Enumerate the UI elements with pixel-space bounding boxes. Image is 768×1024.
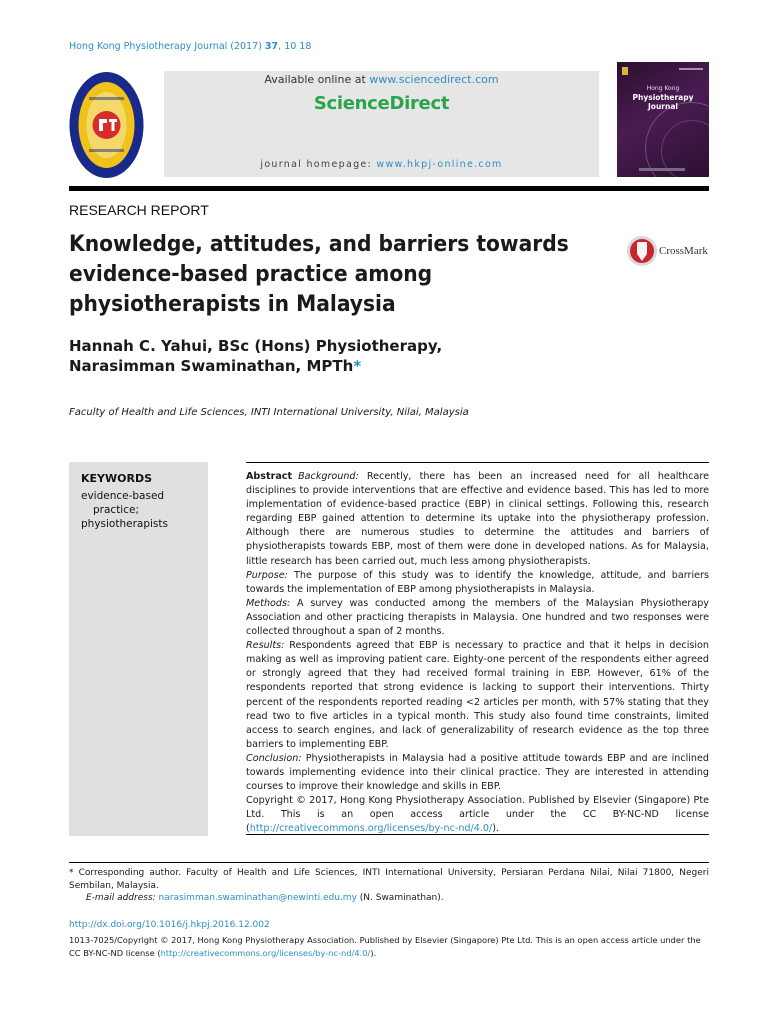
keywords-box	[69, 462, 208, 836]
email-label: E-mail address:	[86, 893, 156, 903]
methods-text: A survey was conducted among the members of the Malaysian Physiotherapy Association and other practicing therapists in Malaysia. One hundred and two responses were collected throughout a span of 2 months.	[246, 597, 709, 638]
keyword-item: evidence-based	[81, 490, 165, 502]
header-rule	[69, 186, 709, 191]
conclusion-text: Physiotherapists in Malaysia had a positive attitude towards EBP and are inclined towards implementing evidence into their clinical practice. They are interested in attending courses to improve their knowledge and skills in EBP.	[246, 752, 709, 793]
corresponding-author-name: Narasimman Swaminathan, MPTh	[69, 357, 354, 375]
abstract-copyright	[246, 794, 709, 836]
conclusion-label: Conclusion:	[246, 752, 302, 764]
cover-title: Physiotherapy Journal	[632, 93, 694, 111]
footer-copyright-end: ).	[370, 948, 377, 958]
background-text: Recently, there has been an increased need for all healthcare disciplines to provide interventions that are effective and evidence based. This has led to more implementation of evidence-based practice (EBP) in clinical settings. Following this, research regarding EBP gained attention to determine its uptake into the physiotherapy profession. Although there are numerous studies to determine the attitudes and barriers of physiotherapists towards EBP, most of them were done in developed nations. As for Malaysia, little research has been carried out, much less among physiotherapists.	[246, 471, 709, 567]
sciencedirect-link[interactable]: www.sciencedirect.com	[369, 73, 499, 86]
abstract-results	[246, 639, 709, 752]
keyword-item-continued: practice;	[93, 504, 139, 516]
section-label: RESEARCH REPORT	[69, 202, 209, 218]
footnote-rule	[69, 862, 709, 863]
keywords-title: KEYWORDS	[81, 472, 153, 485]
citation-journal: Hong Kong Physiotherapy Journal (2017)	[69, 41, 265, 52]
cover-footer-bar	[639, 168, 685, 171]
keyword-item: physiotherapists	[81, 518, 168, 530]
crossmark-label: CrossMark	[659, 245, 708, 257]
author-line-1: Hannah C. Yahui, BSc (Hons) Physiotherapy,	[69, 337, 443, 355]
cover-kicker: Hong Kong	[646, 85, 680, 92]
abstract-purpose	[246, 569, 709, 597]
citation-volume: 37	[264, 41, 279, 52]
available-prefix: Available online at	[264, 73, 370, 86]
homepage-link[interactable]: www.hkpj-online.com	[376, 159, 503, 170]
email-suffix: (N. Swaminathan).	[356, 893, 444, 903]
abstract-conclusion	[246, 752, 709, 794]
abstract-methods	[246, 597, 709, 639]
cover-issn-bar	[679, 68, 703, 70]
copyright-end: ).	[492, 823, 500, 835]
association-logo-icon	[69, 71, 144, 179]
email-line	[86, 893, 444, 903]
methods-label: Methods:	[246, 597, 291, 609]
background-label: Background:	[298, 471, 359, 482]
footer-copyright-text: 1013-7025/Copyright © 2017, Hong Kong Physiotherapy Association. Published by Elsevier (Singapore) Pte Ltd. This is an open access article under the CC BY-NC-ND license (	[69, 935, 701, 958]
journal-citation[interactable]	[69, 41, 311, 52]
abstract-heading: Abstract	[246, 471, 293, 482]
keywords-list	[81, 489, 168, 531]
crossmark-icon	[626, 235, 658, 267]
footer-copyright	[69, 934, 714, 960]
cover-badge	[622, 67, 628, 75]
doi-link[interactable]: http://dx.doi.org/10.1016/j.hkpj.2016.12.002	[69, 920, 270, 930]
purpose-text: The purpose of this study was to identify the knowledge, attitude, and barriers towards the implementation of EBP among physiotherapists in Malaysia.	[246, 569, 709, 595]
abstract-background	[246, 470, 709, 569]
sciencedirect-banner	[164, 71, 599, 177]
author-list	[69, 336, 442, 376]
results-label: Results:	[246, 640, 285, 652]
abstract-rule-bottom	[246, 834, 709, 835]
available-online	[164, 73, 599, 86]
corresponding-author-star[interactable]: *	[353, 357, 362, 375]
email-link[interactable]: narasimman.swaminathan@newinti.edu.my	[158, 893, 357, 903]
crossmark-badge[interactable]	[626, 235, 712, 267]
author-line-2	[69, 356, 442, 376]
corresponding-author-note: * Corresponding author. Faculty of Health and Life Sciences, INTI International University, Persiaran Perdana Nilai, Nilai 71800, Negeri Sembilan, Malaysia.	[69, 868, 709, 891]
footer-license-link[interactable]: http://creativecommons.org/licenses/by-nc-nd/4.0/	[160, 948, 371, 958]
copyright-text: Copyright © 2017, Hong Kong Physiotherapy Association. Published by Elsevier (Singapore) Pte Ltd. This is an open access article under the CC BY-NC-ND license (	[246, 795, 709, 835]
abstract	[246, 470, 709, 836]
homepage-prefix: journal homepage:	[260, 159, 377, 170]
abstract-rule-top	[246, 462, 709, 463]
sciencedirect-wordmark[interactable]: ScienceDirect	[313, 93, 450, 114]
journal-homepage	[164, 159, 599, 170]
affiliation: Faculty of Health and Life Sciences, INTI International University, Nilai, Malaysia	[69, 407, 469, 418]
results-text: Respondents agreed that EBP is necessary to practice and that it helps in decision making as well as improving patient care. Eighty-one percent of the respondents either agreed or strongly agreed that they had received formal training in EBP. However, 61% of the respondents reported that strong evidence is lacking to support their interventions. Thirty percent of the respondents reported reading <2 articles per month, with 57% stating that they read two to five articles in a typical month. This study also found time constraints, limited access to search engines, and lack of generalizability of research evidence as the top three barriers to implementing EBP.	[246, 640, 709, 750]
citation-pages: , 10 18	[278, 41, 312, 52]
association-logo	[69, 71, 144, 179]
article-title: Knowledge, attitudes, and barriers towards evidence-based practice among physiotherapists in Malaysia	[69, 231, 569, 317]
purpose-label: Purpose:	[246, 569, 288, 581]
journal-cover[interactable]	[617, 62, 709, 177]
license-link[interactable]: http://creativecommons.org/licenses/by-nc-nd/4.0/	[249, 823, 493, 835]
